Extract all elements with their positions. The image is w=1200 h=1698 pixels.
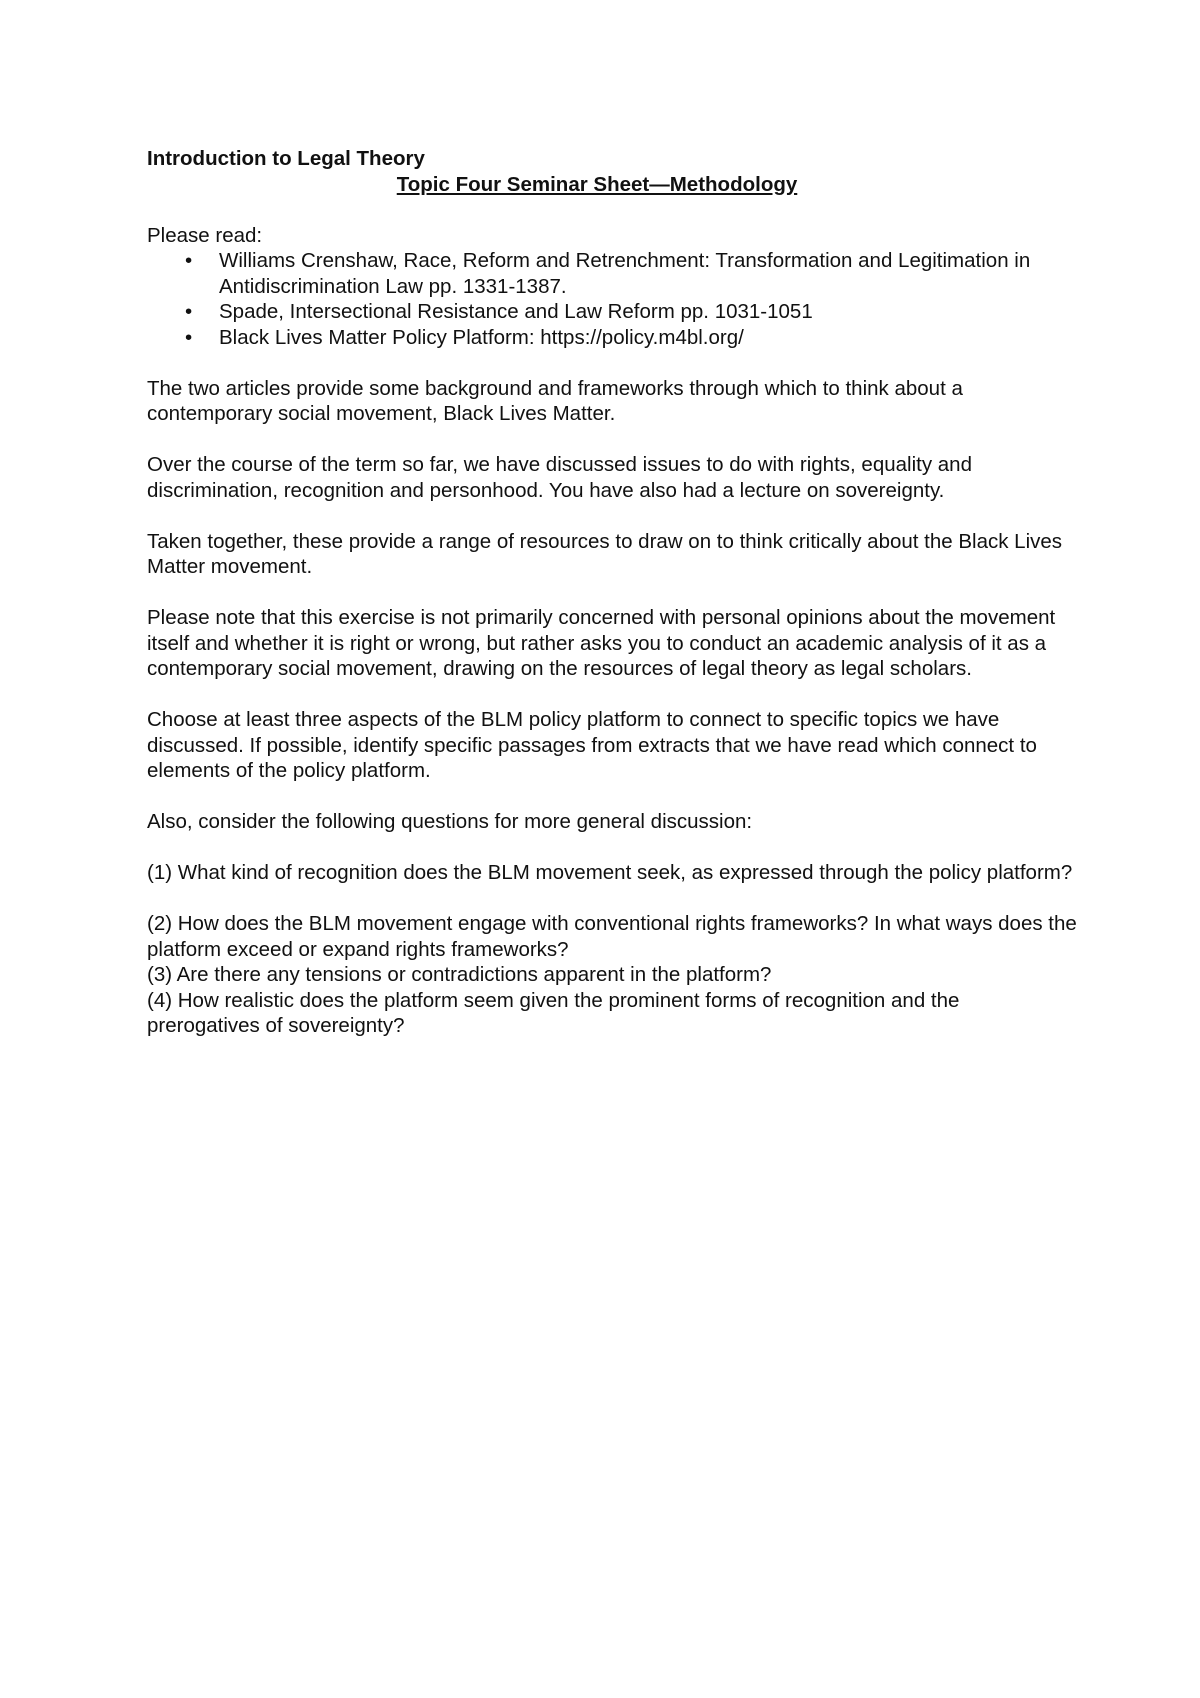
reading-item: [147, 248, 1077, 299]
blank-line: [147, 784, 1077, 810]
course-title: Introduction to Legal Theory: [147, 147, 425, 170]
blank-line: [147, 835, 1077, 861]
reading-intro: Please read:: [147, 223, 263, 247]
reading-list: [147, 248, 1077, 350]
blank-line: [147, 197, 1077, 223]
blank-line: [147, 350, 1077, 376]
bullet-icon: •: [185, 249, 193, 272]
document-content: [147, 146, 1077, 1039]
discussion-question: (3) Are there any tensions or contradictions apparent in the platform?: [147, 963, 772, 986]
paragraph: The two articles provide some background and frameworks through which to think about a contemporary social movement, Black Lives Matter.: [147, 376, 963, 425]
paragraph: Also, consider the following questions for more general discussion:: [147, 810, 753, 833]
bullet-icon: •: [185, 325, 193, 349]
discussion-question: (1) What kind of recognition does the BLM movement seek, as expressed through the policy platform?: [147, 861, 1073, 884]
paragraph: Please note that this exercise is not primarily concerned with personal opinions about the movement itself and whether it is right or wrong, but rather asks you to conduct an academic analysis of it as a contemporary social movement, drawing on the resources of legal theory as legal scholars.: [147, 606, 1056, 680]
reading-item-text: Black Lives Matter Policy Platform: https://policy.m4bl.org/: [219, 325, 744, 349]
discussion-question: (2) How does the BLM movement engage with conventional rights frameworks? In what ways does the platform exceed or expand rights frameworks?: [147, 912, 1077, 961]
blank-line: [147, 886, 1077, 912]
bullet-icon: •: [185, 300, 193, 323]
reading-item: [147, 299, 1077, 325]
paragraph: Choose at least three aspects of the BLM policy platform to connect to specific topics we have discussed. If possible, identify specific passages from extracts that we have read which connect to elements of the policy platform.: [147, 708, 1037, 782]
blank-line: [147, 503, 1077, 529]
paragraph: Taken together, these provide a range of resources to draw on to think critically about the Black Lives Matter movement.: [147, 529, 1063, 578]
seminar-sheet-title: Topic Four Seminar Sheet—Methodology: [396, 172, 798, 196]
reading-item: [147, 325, 1077, 351]
discussion-question: (4) How realistic does the platform seem given the prominent forms of recognition and the prerogatives of sovereignty?: [147, 988, 960, 1037]
paragraph: Over the course of the term so far, we have discussed issues to do with rights, equality and discrimination, recognition and personhood. You have also had a lecture on sovereignty.: [147, 453, 972, 502]
reading-item-text: Williams Crenshaw, Race, Reform and Retrenchment: Transformation and Legitimation in Antidiscrimination Law pp. 1331-1387.: [219, 249, 1031, 298]
reading-item-text: Spade, Intersectional Resistance and Law Reform pp. 1031-1051: [219, 300, 813, 323]
blank-line: [147, 682, 1077, 708]
blank-line: [147, 580, 1077, 606]
blank-line: [147, 427, 1077, 453]
